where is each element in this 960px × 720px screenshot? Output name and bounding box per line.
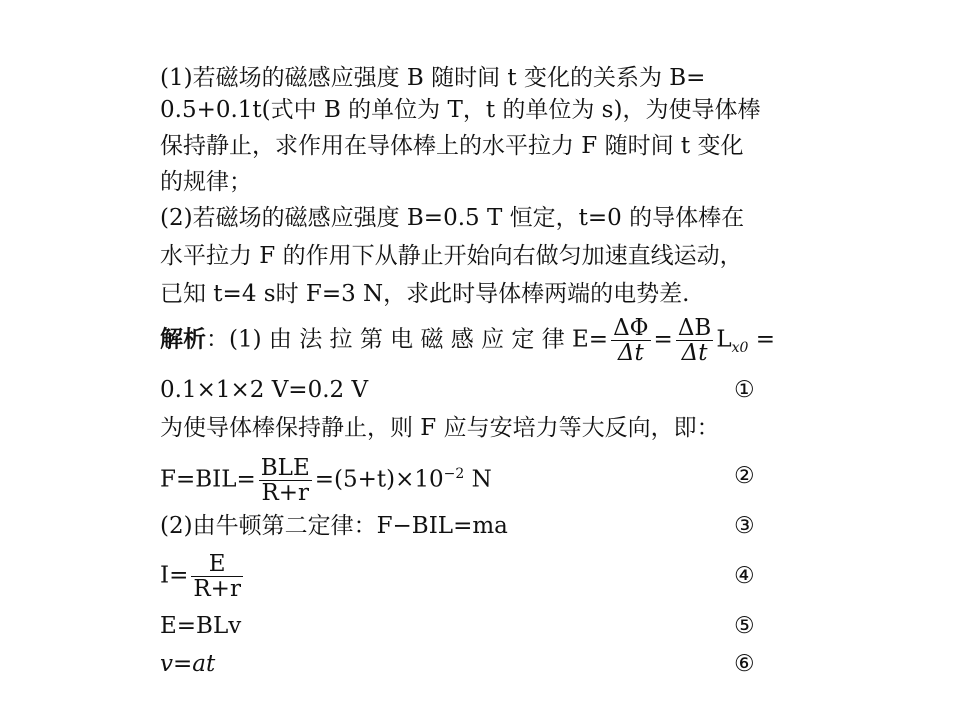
question-line: 保持静止，求作用在导体棒上的水平拉力 F 随时间 t 变化: [160, 133, 744, 159]
equation-number: ②: [734, 463, 755, 489]
question-line: (2)若磁场的磁感应强度 B=0.5 T 恒定，t=0 的导体棒在: [160, 205, 745, 231]
fraction-numerator: ΔB: [677, 315, 712, 341]
question-line: 水平拉力 F 的作用下从静止开始向右做匀加速直线运动，: [160, 243, 743, 269]
fraction-denominator: Δt: [617, 340, 644, 366]
solution-line-6: [160, 552, 246, 601]
solution-line-7: E=BLv: [160, 613, 242, 639]
question-line: (1)若磁场的磁感应强度 B 随时间 t 变化的关系为 B=: [160, 65, 706, 91]
equals-sign: =: [653, 326, 673, 353]
solution-label: 解析: [160, 325, 206, 353]
equation-number: ⑤: [734, 613, 755, 639]
fraction-numerator: BLE: [260, 455, 310, 481]
solution-line-8: v=at: [160, 651, 216, 677]
fraction-ble-rr: [259, 456, 312, 505]
fraction-denominator: R+r: [193, 576, 241, 602]
length-subscript: x0: [731, 340, 749, 357]
question-line: 已知 t=4 s时 F=3 N，求此时导体棒两端的电势差.: [160, 281, 690, 307]
fraction-denominator: R+r: [261, 480, 310, 506]
force-expression: F=BIL=: [160, 466, 256, 493]
solution-line-1: [160, 316, 775, 365]
faraday-law-text: ：(1) 由 法 拉 第 电 磁 感 应 定 律 E=: [206, 326, 609, 353]
fraction-dphi-dt: [611, 316, 650, 365]
solution-line-4: [160, 456, 492, 505]
fraction-numerator: E: [191, 552, 243, 577]
force-unit: N: [464, 466, 492, 493]
fraction-e-rr: [191, 552, 243, 601]
fraction-db-dt: [676, 316, 714, 365]
exponent: −2: [443, 465, 465, 482]
fraction-denominator: Δt: [681, 340, 708, 366]
equation-number: ⑥: [734, 651, 755, 677]
solution-line-2: 0.1×1×2 V=0.2 V: [160, 377, 369, 403]
question-line: 0.5+0.1t(式中 B 的单位为 T，t 的单位为 s)，为使导体棒: [160, 97, 761, 123]
fraction-numerator: ΔΦ: [613, 315, 649, 341]
equals-sign: =: [748, 326, 776, 353]
force-result: =(5+t)×10: [314, 466, 444, 493]
solution-line-5: (2)由牛顿第二定律：F−BIL=ma: [160, 513, 508, 539]
equation-number: ④: [734, 563, 755, 589]
equation-number: ③: [734, 513, 755, 539]
current-expression: I=: [160, 562, 189, 589]
solution-line-3: 为使导体棒保持静止，则 F 应与安培力等大反向，即：: [160, 415, 720, 441]
length-symbol: L: [716, 326, 732, 353]
equation-number: ①: [734, 377, 755, 403]
question-line: 的规律；: [160, 169, 252, 195]
